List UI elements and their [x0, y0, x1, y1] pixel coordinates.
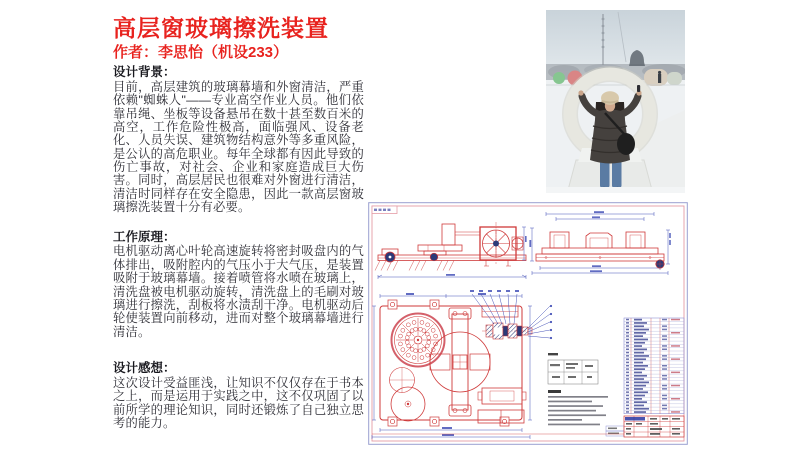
cad-sheet [368, 202, 688, 445]
section-body: 电机驱动离心叶轮高速旋转将密封吸盘内的气体排出，吸附腔内的气压小于大气压，是装置吸附于玻璃幕墙。接着喷管将水喷在玻璃上，清洗盘被电机驱动旋转，清洗盘上的毛刷对玻璃进行擦洗，刮板将水渍刮干净。电机驱动后轮使装置向前移动，进而对整个玻璃幕墙进行清洁。 [113, 244, 364, 339]
author-photo [546, 10, 685, 193]
section-body: 这次设计受益匪浅，让知识不仅仅存在于书本之上，而是运用于实践之中，这不仅巩固了以前所学的理论知识，同时还锻炼了自己独立思考的能力。 [113, 375, 364, 431]
phone [637, 85, 640, 92]
drawing-title-cell [625, 417, 645, 421]
pedestal [568, 160, 652, 190]
section-heading: 工作原理： [113, 229, 176, 244]
impeller-disc [392, 314, 445, 367]
text-column [113, 66, 364, 430]
assembly-drawing [368, 202, 688, 445]
section-design-reflection [113, 362, 364, 430]
corner-label-box [372, 206, 397, 214]
shoulder-bag [617, 133, 635, 155]
foreground-snow [546, 187, 685, 193]
slide-author: 作者：李思怡（机设233） [113, 44, 289, 61]
photo-illustration [546, 10, 685, 193]
jeans-right [612, 160, 622, 188]
section-heading: 设计感想： [113, 361, 176, 376]
jeans-left [600, 160, 610, 188]
left-hand [578, 90, 583, 95]
section-working-principle [113, 231, 364, 339]
section-heading: 设计背景： [113, 65, 176, 79]
slide-title: 高层窗玻璃擦洗装置 [113, 15, 329, 41]
section-design-background [113, 66, 364, 215]
section-body: 目前，高层建筑的玻璃幕墙和外窗清洁，严重依赖"蜘蛛人"——专业高空作业人员。他们依靠吊绳、坐板等设备悬吊在数十甚至数百米的高空，工作危险性极高，面临强风、设备老化、人员失误、建筑物结构意外等多重风险，是公认的高危职业。每年全球都有因此导致的伤亡事故，对社会、企业和家庭造成巨大伤害。同时，高层居民也很难对外窗进行清洁，清洁时同样存在安全隐患，因此一款高层窗玻璃擦洗装置十分有必要。 [113, 79, 364, 215]
